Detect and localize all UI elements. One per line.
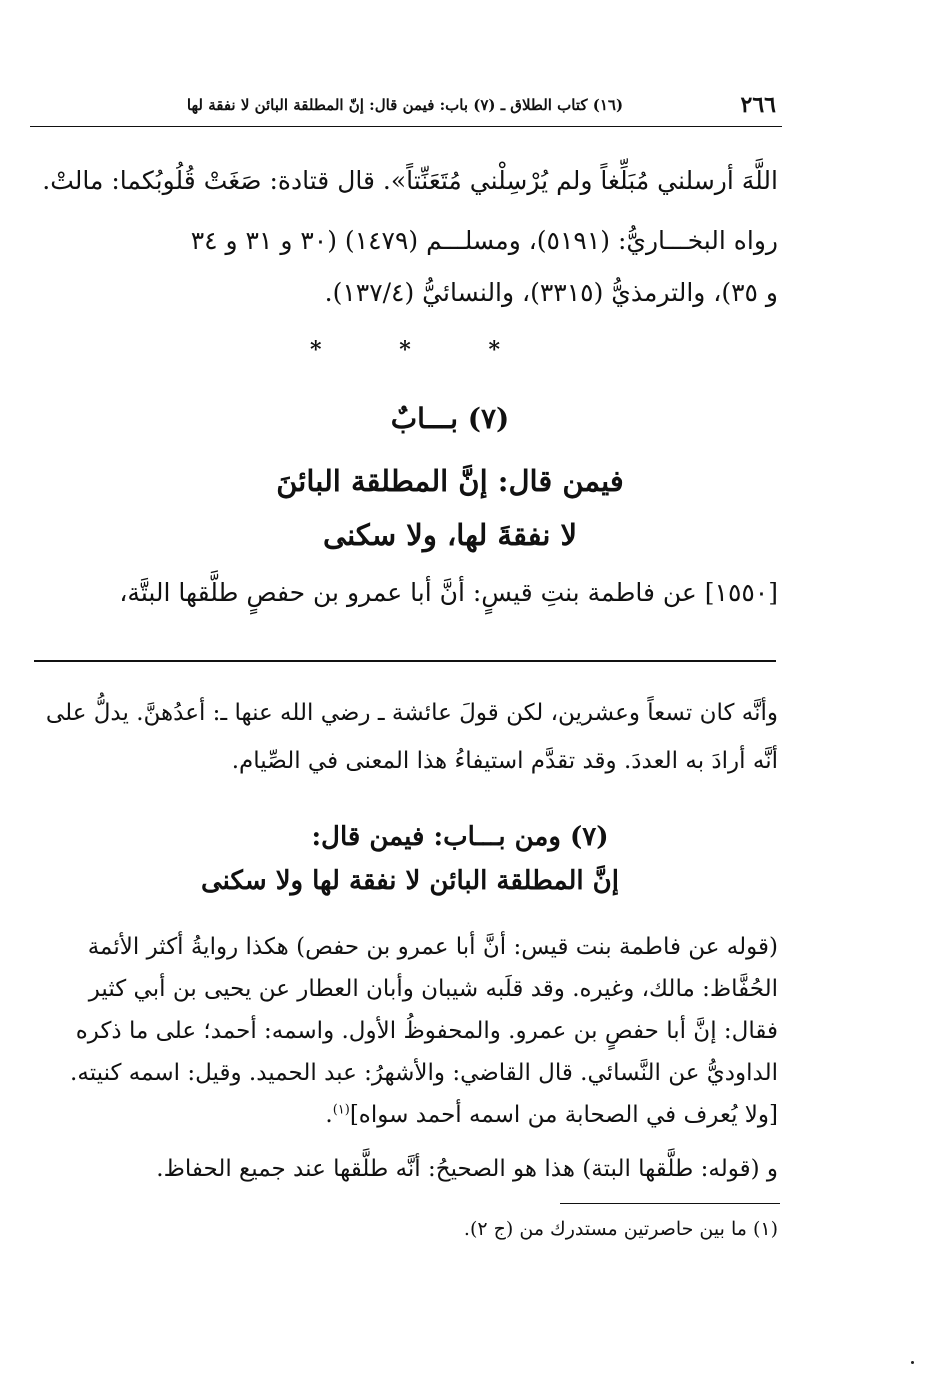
sentence-end: .	[325, 1102, 333, 1128]
commentary-para-line-2: الحُفَّاظ: مالك، وغيره. وقد قلَبه شيبان وأبان العطار عن يحيى بن أبي كثير	[88, 976, 778, 1002]
commentary-line-1: وأنَّه كان تسعاً وعشرين، لكن قولَ عائشة ـ رضي الله عنها ـ: أعدُهنَّ. يدلُّ على	[45, 700, 778, 726]
commentary-line-2: أنَّه أرادَ به العددَ. وقد تقدَّم استيفاءُ هذا المعنى في الصِّيام.	[231, 748, 778, 774]
commentary-para-2: و (قوله: طلَّقها البتة) هذا هو الصحيحُ: أنَّه طلَّقها عند جميع الحفاظ.	[156, 1156, 778, 1182]
text-top-line-1: اللَّهَ أرسلني مُبَلِّغاً ولم يُرْسِلْني مُتَعَنِّتاً». قال قتادة: صَغَتْ قُلُوبُكما: مالتْ.	[42, 166, 778, 195]
speck	[911, 1361, 914, 1364]
commentary-heading-line-2: إنَّ المطلقة البائن لا نفقة لها ولا سكنى	[200, 866, 619, 896]
commentary-para-line-4: الداوديُّ عن النَّسائي. قال القاضي: والأشهرُ: عبد الحميد. وقيل: اسمه كنيته.	[70, 1060, 778, 1086]
chapter-label: (٧) بـــابٌ	[390, 402, 510, 435]
chapter-title-line-1: فيمن قال: إنَّ المطلقة البائنَ	[276, 464, 624, 498]
star: *	[310, 337, 322, 363]
star: *	[399, 337, 411, 363]
footnote-mark: (١)	[332, 1102, 350, 1118]
star-separator	[310, 338, 500, 362]
page-divider	[34, 660, 776, 662]
commentary-para-line-5	[325, 1102, 778, 1128]
footnote-text: (١) ما بين حاصرتين مستدرك من (ج ٢).	[463, 1218, 778, 1240]
commentary-heading-line-1: (٧) ومن بـــاب: فيمن قال:	[311, 822, 609, 852]
running-title: (١٦) كتاب الطلاق ـ (٧) باب: فيمن قال: إنّ المطلقة البائن لا نفقة لها	[186, 96, 624, 114]
page-header	[30, 92, 782, 127]
commentary-para-line-3: فقال: إنَّ أبا حفصٍ بن عمرو. والمحفوظُ الأول. واسمه: أحمد؛ على ما ذكره	[75, 1018, 778, 1044]
hadith-text: [١٥٥٠] عن فاطمة بنتِ قيسٍ: أنَّ أبا عمرو بن حفصٍ طلَّقها البتَّة،	[119, 578, 778, 607]
text-top-line-3: و ٣٥)، والترمذيُّ (٣٣١٥)، والنسائيُّ (١٣٧/٤).	[324, 278, 778, 307]
page-number: ٢٦٦	[740, 92, 776, 118]
commentary-para-text: [ولا يُعرف في الصحابة من اسمه أحمد سواه]	[349, 1102, 778, 1128]
chapter-title-line-2: لا نفقةَ لها، ولا سكنى	[322, 518, 578, 552]
footnote-rule	[560, 1203, 780, 1204]
star: *	[488, 337, 500, 363]
text-top-line-2: رواه البخـــاريُّ: (٥١٩١)، ومسلـــم (١٤٧٩) (٣٠ و ٣١ و ٣٤	[190, 226, 778, 255]
commentary-para-line-1: (قوله عن فاطمة بنت قيس: أنَّ أبا عمرو بن حفص) هكذا روايةُ أكثر الأئمة	[87, 934, 778, 960]
